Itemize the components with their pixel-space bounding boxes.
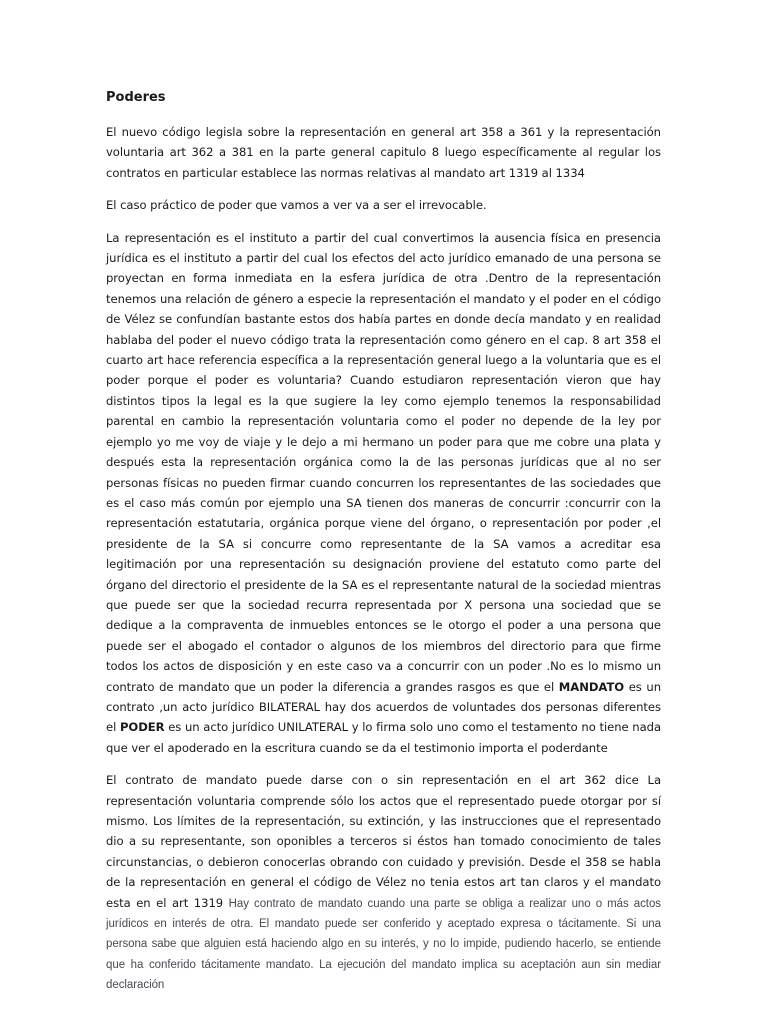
poder-emphasis: PODER — [119, 720, 165, 735]
document-page — [106, 88, 661, 1007]
paragraph-2: El caso práctico de poder que vamos a ver va a ser el irrevocable. — [106, 198, 487, 213]
document-title: Poderes — [106, 90, 166, 105]
paragraph-1: El nuevo código legisla sobre la representación en general art 358 a 361 y la representación voluntaria art 362 a 381 en la parte general capitulo 8 luego específicamente al regular los contratos en particular establece las normas relativas al mandato art 1319 al 1334 — [106, 125, 661, 180]
paragraph-4-quoted-text: Hay contrato de mandato cuando una parte se obliga a realizar uno o más actos jurídicos en interés de otra. El mandato puede ser conferido y aceptado expresa o tácitamente. Si una persona sabe que alguien está haciendo algo en su interés, y no lo impide, pudiendo hacerlo, se entiende que ha conferido tácitamente mandato. La ejecución del mandato implica su aceptación aun sin mediar declaración — [106, 897, 661, 992]
mandato-emphasis: MANDATO — [558, 679, 625, 694]
paragraph-3-text-a: La representación es el instituto a partir del cual convertimos la ausencia física en presencia jurídica es el instituto a partir del cual los efectos del acto jurídico emanado de una persona se proyectan en forma inmediata en la esfera jurídica de otra .Dentro de la representación tenemos una relación de género a especie la representación el mandato y el poder en el código de Vélez se confundían bastante estos dos había partes en donde decía mandato y en realidad hablaba del poder el nuevo código trata la representación como género en el cap. 8 art 358 el cuarto art hace referencia específica a la representación general luego a la voluntaria que es el poder porque el poder es voluntaria? Cuando estudiaron representación vieron que hay distintos tipos la legal es la que sugiere la ley como ejemplo tenemos la responsabilidad parental en cambio la representación voluntaria como el poder no depende de la ley por ejemplo yo me voy de viaje y le dejo a mi hermano un poder para que me cobre una plata y después esta la representación orgánica como la de las personas jurídicas que al no ser personas físicas no pueden firmar cuando concurren los representantes de las sociedades que es el caso más común por ejemplo una SA tienen dos maneras de concurrir :concurrir con la representación estatutaria, orgánica porque viene del órgano, o representación por poder ,el presidente de la SA si concurre como representante de la SA vamos a acreditar esa legitimación por una representación su designación proviene del estatuto como parte del órgano del directorio el presidente de la SA es el representante natural de la sociedad mientras que puede ser que la sociedad recurra representada por X persona una sociedad que se dedique a la compraventa de inmuebles entonces se le otorgo el poder a una persona que puede ser el abogado el contador o algunos de los miembros del directorio para que firme todos los actos de disposición y en este caso va a concurrir con un poder .No es lo mismo un contrato de mandato que un poder la diferencia a grandes rasgos es que el — [106, 230, 661, 694]
paragraph-3-text-c: es un acto jurídico UNILATERAL y lo firma solo uno como el testamento no tiene nada que ver el apoderado en la escritura cuando se da el testimonio importa el poderdante — [106, 720, 661, 755]
paragraph-4 — [106, 770, 661, 994]
paragraph-3-text-b: es un contrato ,un acto jurídico BILATERAL hay dos acuerdos de voluntades dos personas diferentes el — [106, 679, 661, 735]
paragraph-4-text: El contrato de mandato puede darse con o sin representación en el art 362 dice La representación voluntaria comprende sólo los actos que el representado puede otorgar por sí mismo. Los límites de la representación, su extinción, y las instrucciones que el representado dio a su representante, son oponibles a terceros si éstos han tomado conocimiento de tales circunstancias, o debieron conocerlas obrando con cuidado y previsión. Desde el 358 se habla de la representación en general el código de Vélez no tenia estos art tan claros y el mandato esta en el art 1319 — [106, 773, 661, 910]
paragraph-3 — [106, 228, 661, 759]
